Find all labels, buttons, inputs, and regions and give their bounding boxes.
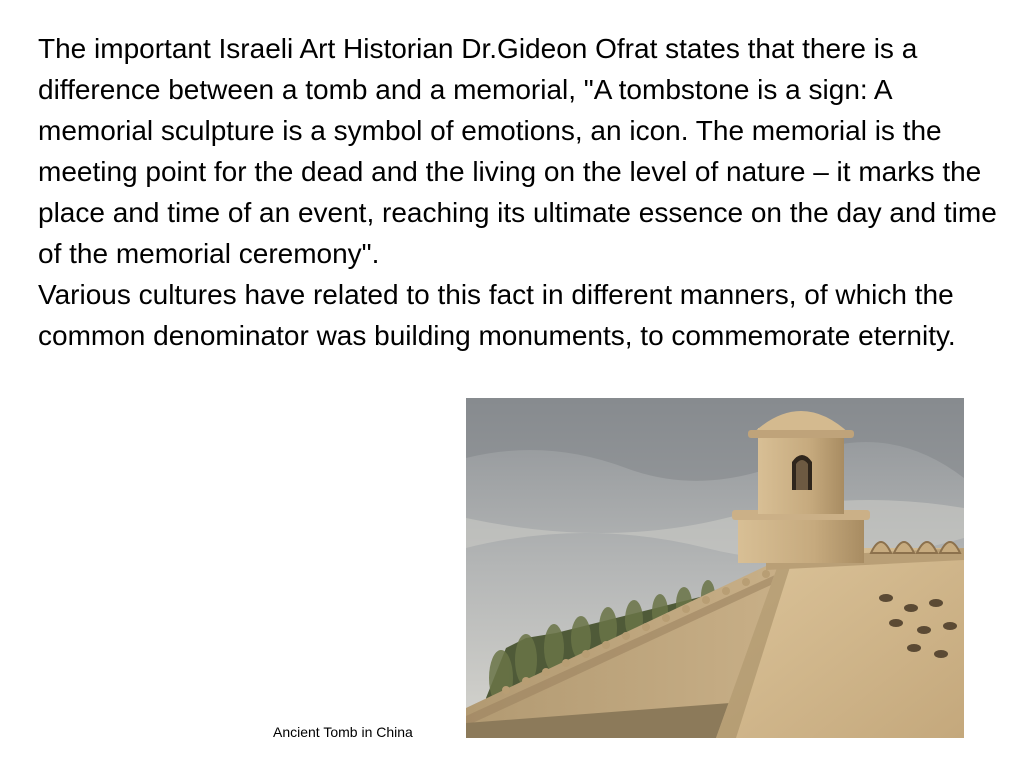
image-caption: Ancient Tomb in China [273, 724, 413, 740]
body-text [38, 28, 998, 356]
paragraph-cultures: Various cultures have related to this fact in different manners, of which the common denominator was building monuments, to commemorate eternity. [38, 279, 956, 351]
ancient-tomb-photo [466, 398, 964, 738]
paragraph-ofrat-quote: The important Israeli Art Historian Dr.Gideon Ofrat states that there is a difference between a tomb and a memorial, "A tombstone is a sign: A memorial sculpture is a symbol of emotions, an icon. The memorial is the meeting point for the dead and the living on the level of nature – it marks the place and time of an event, reaching its ultimate essence on the day and time of the memorial ceremony". [38, 33, 997, 269]
